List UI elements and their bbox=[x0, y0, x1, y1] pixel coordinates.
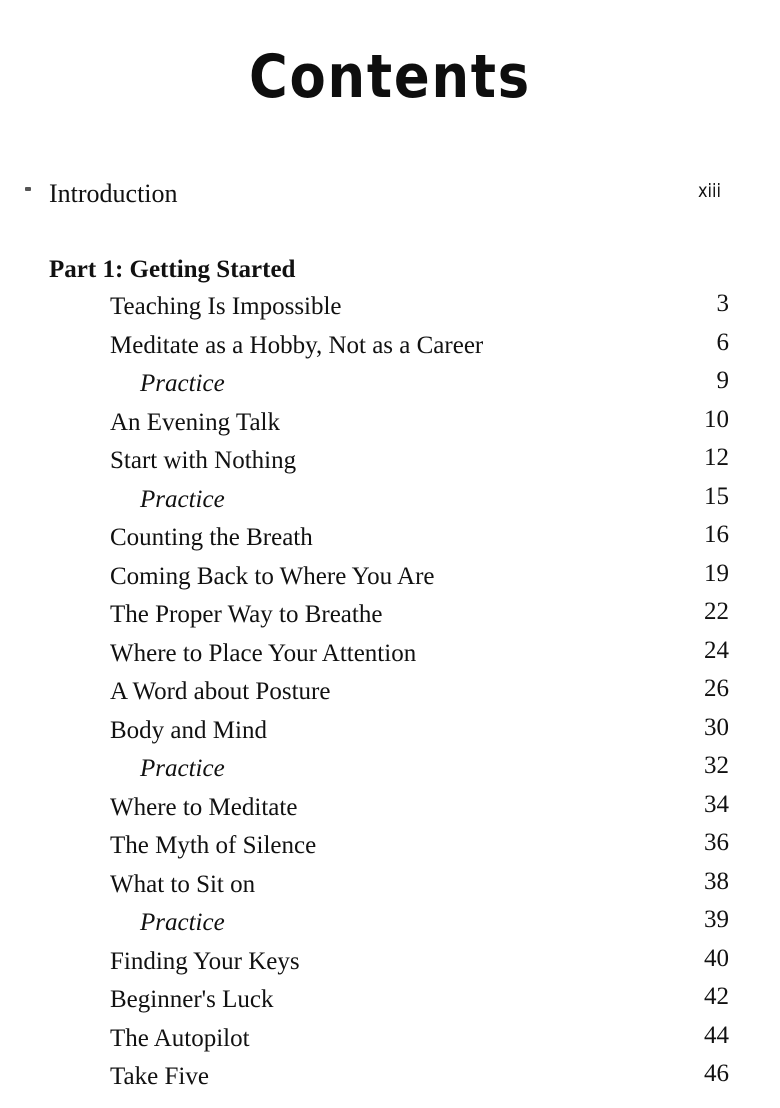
entry-title: Beginner's Luck bbox=[110, 986, 274, 1013]
entry-page-number: 6 bbox=[716, 328, 729, 356]
entry-page-number: 22 bbox=[704, 598, 729, 625]
entry-title: Meditate as a Hobby, Not as a Career bbox=[110, 331, 484, 359]
entry-title: Practice bbox=[140, 755, 225, 782]
toc-entry[interactable] bbox=[0, 715, 780, 754]
entry-page-number: 46 bbox=[704, 1060, 729, 1087]
entry-title: The Proper Way to Breathe bbox=[110, 601, 383, 628]
entry-page-number: 16 bbox=[704, 521, 729, 548]
entry-page-number: 3 bbox=[716, 290, 729, 317]
entry-page-number: 32 bbox=[704, 752, 729, 779]
toc-entry[interactable] bbox=[0, 1023, 780, 1062]
toc-entry[interactable] bbox=[0, 330, 780, 369]
page-title: Contents bbox=[248, 42, 531, 113]
entry-page-number: 10 bbox=[704, 405, 729, 433]
toc-entry-practice[interactable] bbox=[0, 368, 780, 407]
entry-page-number: 15 bbox=[704, 482, 729, 510]
toc-entry[interactable] bbox=[0, 792, 780, 831]
toc-entry-practice[interactable] bbox=[0, 907, 780, 946]
toc-entry-practice[interactable] bbox=[0, 753, 780, 792]
entry-title: Finding Your Keys bbox=[110, 947, 300, 975]
toc-entry-practice[interactable] bbox=[0, 484, 780, 523]
toc-entry[interactable] bbox=[0, 561, 780, 600]
entry-title: Counting the Breath bbox=[110, 524, 313, 551]
part-heading: Part 1: Getting Started bbox=[49, 256, 296, 283]
toc-entry[interactable] bbox=[0, 830, 780, 869]
entry-title: Where to Place Your Attention bbox=[110, 639, 417, 667]
toc-entry[interactable] bbox=[0, 407, 780, 446]
entry-title: Practice bbox=[140, 485, 225, 513]
toc-entry[interactable] bbox=[0, 946, 780, 985]
entry-page-number: 36 bbox=[704, 829, 729, 856]
entry-page-number: 12 bbox=[704, 444, 729, 471]
entry-page-number: 34 bbox=[704, 790, 729, 818]
entry-title: Where to Meditate bbox=[110, 793, 298, 821]
entry-title: Practice bbox=[140, 909, 225, 936]
toc-entry[interactable] bbox=[0, 638, 780, 677]
entry-page-number: xiii bbox=[698, 180, 722, 202]
toc-entry[interactable] bbox=[0, 522, 780, 561]
toc-entry[interactable] bbox=[0, 445, 780, 484]
entry-title: A Word about Posture bbox=[110, 678, 331, 705]
toc-entry[interactable] bbox=[0, 1061, 780, 1100]
entry-title: An Evening Talk bbox=[110, 408, 280, 436]
entry-page-number: 38 bbox=[704, 867, 729, 895]
toc-entry[interactable] bbox=[0, 869, 780, 908]
entry-page-number: 9 bbox=[716, 367, 729, 394]
entry-title: Start with Nothing bbox=[110, 447, 297, 474]
entry-page-number: 19 bbox=[704, 559, 729, 587]
entry-title: Practice bbox=[140, 370, 225, 397]
toc-list bbox=[0, 291, 780, 1100]
entry-title: The Myth of Silence bbox=[110, 832, 317, 859]
entry-title: Teaching Is Impossible bbox=[110, 293, 342, 320]
entry-page-number: 44 bbox=[704, 1021, 729, 1049]
entry-page-number: 24 bbox=[704, 636, 729, 664]
entry-title: Take Five bbox=[110, 1063, 209, 1090]
entry-title: Coming Back to Where You Are bbox=[110, 562, 435, 590]
bullet-mark-icon bbox=[25, 187, 31, 191]
entry-page-number: 30 bbox=[704, 713, 729, 741]
toc-entry[interactable] bbox=[0, 676, 780, 715]
entry-page-number: 40 bbox=[704, 944, 729, 972]
toc-entry[interactable] bbox=[0, 599, 780, 638]
toc-entry[interactable] bbox=[0, 984, 780, 1023]
entry-page-number: 42 bbox=[704, 983, 729, 1010]
entry-title: What to Sit on bbox=[110, 870, 256, 898]
entry-title: The Autopilot bbox=[110, 1024, 250, 1052]
entry-title: Body and Mind bbox=[110, 716, 267, 744]
entry-title: Introduction bbox=[49, 179, 178, 208]
entry-page-number: 26 bbox=[704, 675, 729, 702]
toc-entry[interactable] bbox=[0, 291, 780, 330]
toc-entry-introduction[interactable] bbox=[0, 178, 780, 210]
entry-page-number: 39 bbox=[704, 906, 729, 933]
